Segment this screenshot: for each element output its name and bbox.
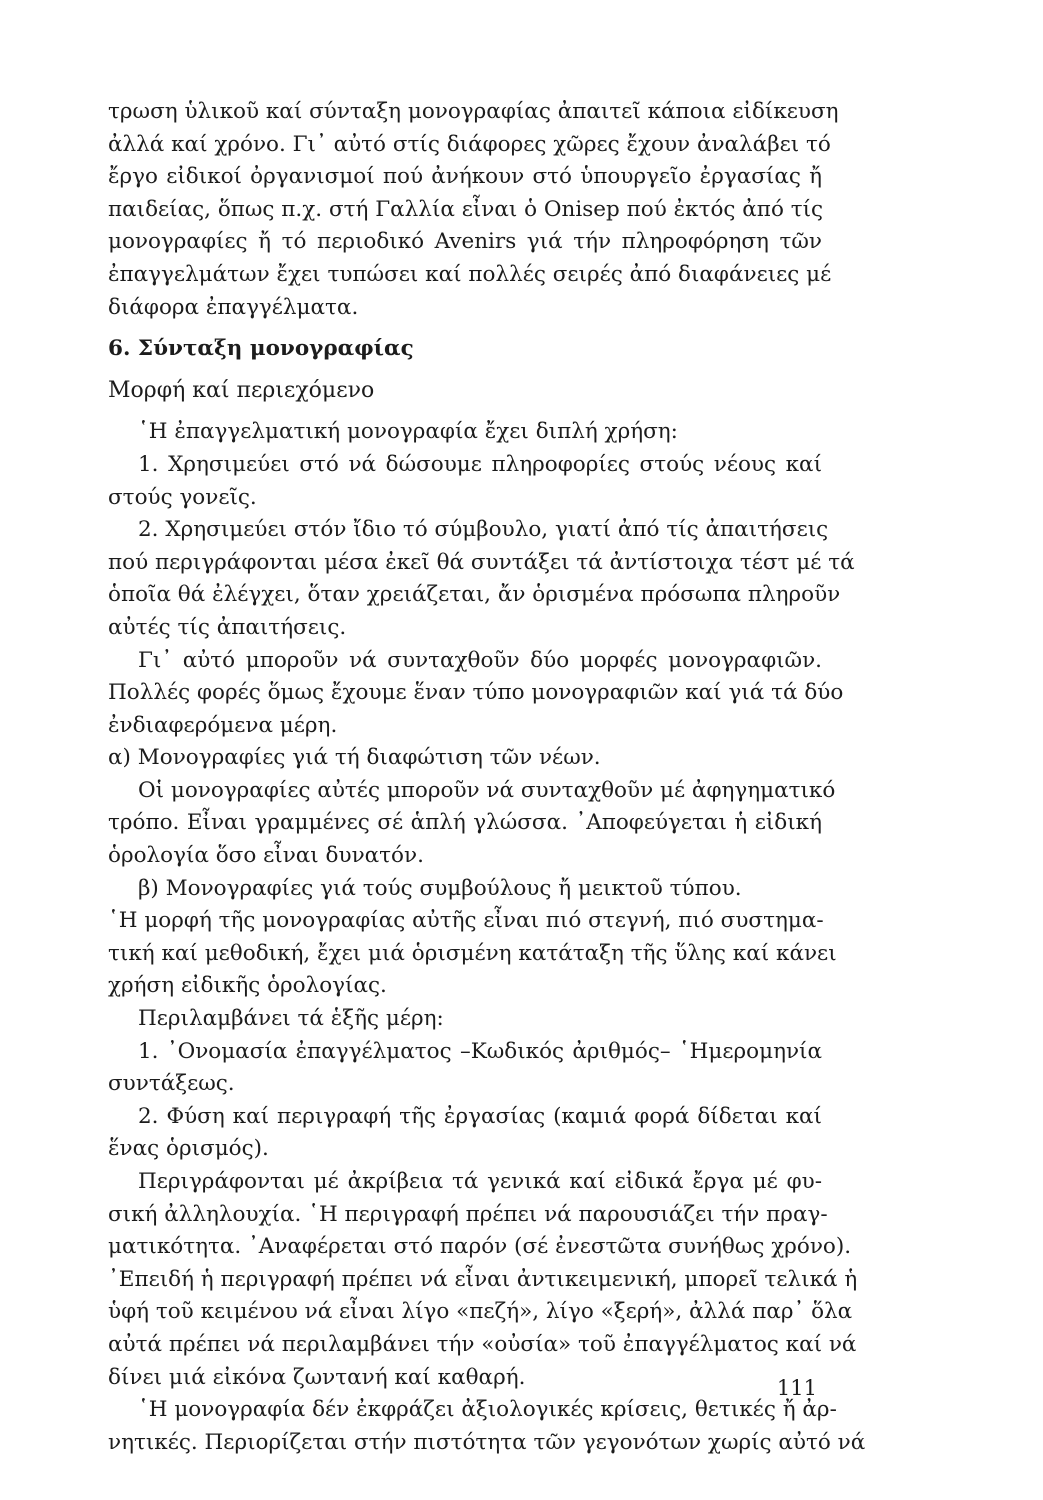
text-line: αὐτές τίς ἀπαιτήσεις.	[108, 614, 347, 640]
text-line: 1. Χρησιμεύει στό νά δώσουμε πληροφορίες στούς νέους καί	[138, 451, 822, 477]
page-number: 111	[776, 1376, 817, 1400]
text-line: ᾿Επειδή ἡ περιγραφή πρέπει νά εἶναι ἀντικειμενική, μπορεῖ τελικά ἡ	[108, 1266, 858, 1292]
text-line: ὁποῖα θά ἐλέγχει, ὅταν χρειάζεται, ἄν ὁρισμένα πρόσωπα πληροῦν	[108, 582, 841, 608]
text-line: νητικές. Περιορίζεται στήν πιστότητα τῶν γεγονότων χωρίς αὐτό νά	[108, 1429, 866, 1455]
text-line: διάφορα ἐπαγγέλματα.	[108, 294, 359, 320]
subheading: Μορφή καί περιεχόμενο	[108, 377, 375, 403]
text-line: α) Μονογραφίες γιά τή διαφώτιση τῶν νέων.	[108, 745, 601, 771]
text-line: ῾Η ἐπαγγελματική μονογραφία ἔχει διπλή χρήση:	[138, 419, 678, 445]
text-line: τρωση ὑλικοῦ καί σύνταξη μονογραφίας ἀπαιτεῖ κάποια εἰδίκευση	[108, 99, 839, 124]
text-line: μονογραφίες ἤ τό περιοδικό Avenirs γιά τήν πληροφόρηση τῶν	[108, 229, 822, 255]
text-line: β) Μονογραφίες γιά τούς συμβούλους ἤ μεικτοῦ τύπου.	[138, 875, 742, 901]
text-line: ἕνας ὁρισμός).	[108, 1136, 269, 1162]
text-line: Γι᾽ αὐτό μποροῦν νά συνταχθοῦν δύο μορφές μονογραφιῶν.	[138, 647, 822, 673]
text-line: χρήση εἰδικῆς ὁρολογίας.	[108, 973, 387, 999]
text-line: 1. ᾿Ονομασία ἐπαγγέλματος –Κωδικός ἀριθμός– ῾Ημερομηνία	[138, 1038, 822, 1064]
text-line: ὁρολογία ὅσο εἶναι δυνατόν.	[108, 843, 424, 869]
text-line: Περιλαμβάνει τά ἑξῆς μέρη:	[138, 1006, 444, 1032]
text-line: σική ἀλληλουχία. ῾Η περιγραφή πρέπει νά παρουσιάζει τήν πραγ-	[108, 1201, 828, 1227]
text-line: πού περιγράφονται μέσα ἐκεῖ θά συντάξει τά ἀντίστοιχα τέστ μέ τά	[108, 549, 855, 575]
text-line: ῾Η μορφή τῆς μονογραφίας αὐτῆς εἶναι πιό στεγνή, πιό συστημα-	[108, 908, 824, 934]
text-line: παιδείας, ὅπως π.χ. στή Γαλλία εἶναι ὁ Onisep πού ἐκτός ἀπό τίς	[108, 196, 824, 222]
text-line: ὑφή τοῦ κειμένου νά εἶναι λίγο «πεζή», λίγο «ξερή», ἀλλά παρ᾽ ὅλα	[108, 1299, 853, 1325]
text-line: ἔργο εἰδικοί ὀργανισμοί πού ἀνήκουν στό ὑπουργεῖο ἐργασίας ἤ	[108, 164, 822, 190]
text-line: δίνει μιά εἰκόνα ζωντανή καί καθαρή.	[108, 1364, 526, 1390]
text-line: Περιγράφονται μέ ἀκρίβεια τά γενικά καί εἰδικά ἔργα μέ φυ-	[138, 1169, 822, 1194]
text-line: ἐνδιαφερόμενα μέρη.	[108, 712, 338, 738]
text-line: 2. Φύση καί περιγραφή τῆς ἐργασίας (καμιά φορά δίδεται καί	[138, 1103, 822, 1129]
page-body	[108, 96, 866, 1459]
text-line: ματικότητα. ᾿Αναφέρεται στό παρόν (σέ ἐνεστῶτα συνήθως χρόνο).	[108, 1234, 852, 1260]
text-line: τική καί μεθοδική, ἔχει μιά ὁρισμένη κατάταξη τῆς ὕλης καί κάνει	[108, 940, 837, 966]
text-line: ἀλλά καί χρόνο. Γι᾽ αὐτό στίς διάφορες χῶρες ἔχουν ἀναλάβει τό	[108, 131, 831, 157]
text-line: αὐτά πρέπει νά περιλαμβάνει τήν «οὐσία» τοῦ ἐπαγγέλματος καί νά	[108, 1331, 857, 1357]
text-line: ἐπαγγελμάτων ἔχει τυπώσει καί πολλές σειρές ἀπό διαφάνειες μέ	[108, 261, 832, 287]
text-line: ῾Η μονογραφία δέν ἐκφράζει ἀξιολογικές κρίσεις, θετικές ἤ ἀρ-	[138, 1397, 837, 1423]
text-line: τρόπο. Εἶναι γραμμένες σέ ἁπλή γλώσσα. ᾿Αποφεύγεται ἡ εἰδική	[108, 810, 822, 836]
text-line: 2. Χρησιμεύει στόν ἴδιο τό σύμβουλο, γιατί ἀπό τίς ἀπαιτήσεις	[138, 517, 829, 543]
text-line: Πολλές φορές ὅμως ἔχουμε ἕναν τύπο μονογραφιῶν καί γιά τά δύο	[108, 680, 844, 706]
text-line: Οἱ μονογραφίες αὐτές μποροῦν νά συνταχθοῦν μέ ἀφηγηματικό	[138, 777, 836, 803]
text-line: συντάξεως.	[108, 1071, 235, 1097]
text-line: στούς γονεῖς.	[108, 484, 257, 510]
section-heading: 6. Σύνταξη μονογραφίας	[108, 336, 414, 362]
